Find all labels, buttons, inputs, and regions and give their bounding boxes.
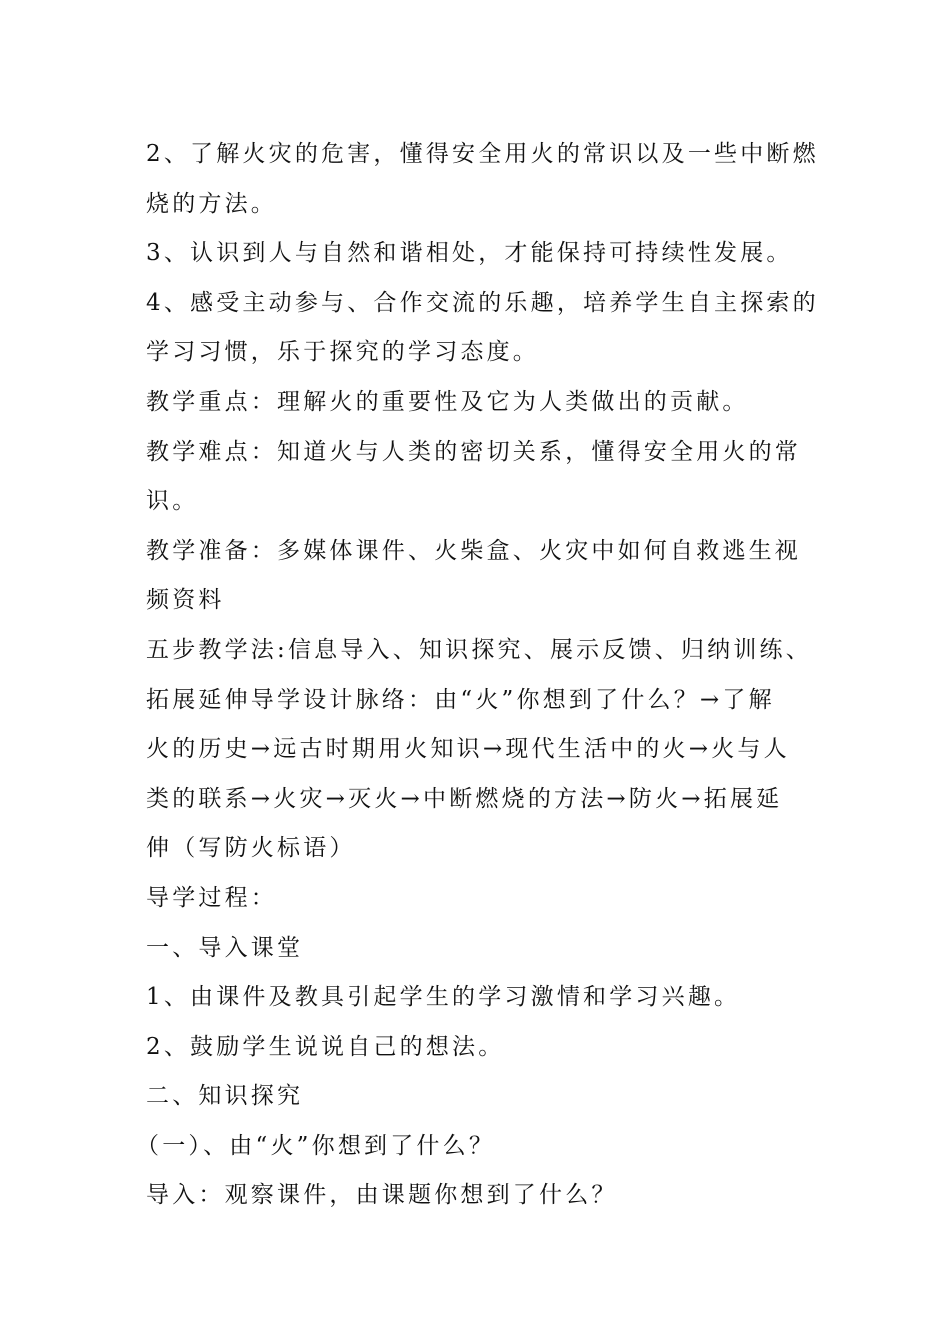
text-line: 教学难点：知道火与人类的密切关系，懂得安全用火的常 [146,438,801,465]
text-line: 学习习惯，乐于探究的学习态度。 [146,339,539,366]
text-line: 频资料 [146,587,225,614]
text-line: 烧的方法。 [146,190,277,217]
document-body [136,130,819,1221]
text-line: 类的联系→火灾→灭火→中断燃烧的方法→防火→拓展延 [146,785,783,812]
text-line: 2、鼓励学生说说自己的想法。 [146,1033,505,1060]
section-heading: 二、知识探究 [146,1083,304,1110]
section-heading: 导学过程： [146,884,277,911]
text-line: 教学准备：多媒体课件、火柴盒、火灾中如何自救逃生视 [146,537,801,564]
text-line: 拓展延伸导学设计脉络：由“火”你想到了什么？→了解 [146,686,775,713]
text-line: 导入：观察课件，由课题你想到了什么？ [146,1182,618,1209]
text-line: 火的历史→远古时期用火知识→现代生活中的火→火与人 [146,736,790,763]
text-line: 4、感受主动参与、合作交流的乐趣，培养学生自主探索的 [146,289,819,316]
section-heading: 一、导入课堂 [146,934,304,961]
text-line: 教学重点：理解火的重要性及它为人类做出的贡献。 [146,388,749,415]
text-line: 伸（写防火标语） [146,835,356,862]
text-line: 1、由课件及教具引起学生的学习激情和学习兴趣。 [146,984,741,1011]
text-line: 2、了解火灾的危害，懂得安全用火的常识以及一些中断燃 [146,141,819,167]
text-line: 五步教学法:信息导入、知识探究、展示反馈、归纳训练、 [146,636,812,663]
subsection-heading: （一）、由“火”你想到了什么？ [136,1132,496,1159]
text-line: 识。 [146,488,199,515]
text-line: 3、认识到人与自然和谐相处，才能保持可持续性发展。 [146,240,793,267]
